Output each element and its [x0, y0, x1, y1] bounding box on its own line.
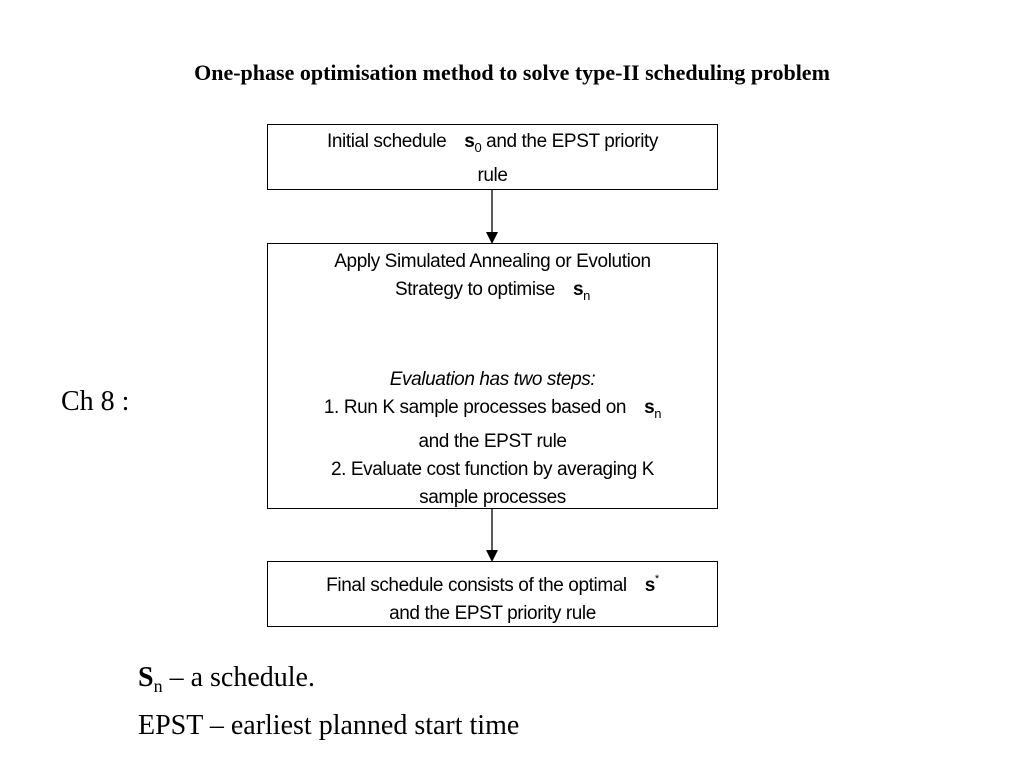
- evaluation-heading: Evaluation has two steps:: [389, 369, 596, 390]
- evaluation-step1-symbol: $s_n$: [644, 397, 662, 421]
- initial-schedule-text: Initial schedule: [326, 131, 447, 152]
- page-title: One-phase optimisation method to solve type-II scheduling problem: [194, 60, 830, 85]
- final-schedule-line1: Final schedule consists of the optimal s*: [326, 573, 659, 596]
- final-schedule-symbol: s*: [644, 573, 659, 596]
- initial-schedule-text-after: and the EPST priority: [486, 131, 659, 152]
- evaluation-step2-line2: sample processes: [419, 487, 566, 508]
- initial-schedule-symbol: $s_0$: [464, 131, 482, 155]
- legend-sn-text: – a schedule.: [169, 662, 315, 693]
- evaluation-step2: 2. Evaluate cost function by averaging K: [330, 459, 655, 480]
- initial-schedule-line1: [268, 128, 717, 162]
- optimisation-box: [267, 243, 718, 509]
- legend: [138, 658, 519, 746]
- final-schedule-line2: and the EPST priority rule: [389, 603, 596, 624]
- legend-schedule-definition: [138, 658, 519, 706]
- legend-sn-sub: n: [153, 676, 163, 696]
- initial-schedule-line2: rule: [477, 165, 508, 186]
- initial-schedule-box: [267, 124, 718, 190]
- evaluation-step1-line2: and the EPST rule: [418, 431, 567, 452]
- optimisation-symbol: $s_n$: [572, 279, 590, 303]
- final-schedule-box: [267, 561, 718, 627]
- optimisation-line2: Strategy to optimise $s_n$: [395, 279, 590, 303]
- optimisation-line1: Apply Simulated Annealing or Evolution: [334, 251, 651, 272]
- chapter-label: Ch 8 :: [61, 386, 130, 417]
- legend-epst-definition: EPST – earliest planned start time: [138, 710, 520, 741]
- evaluation-step1: 1. Run K sample processes based on $s_n$: [323, 397, 662, 421]
- legend-sn-symbol: S: [138, 662, 154, 693]
